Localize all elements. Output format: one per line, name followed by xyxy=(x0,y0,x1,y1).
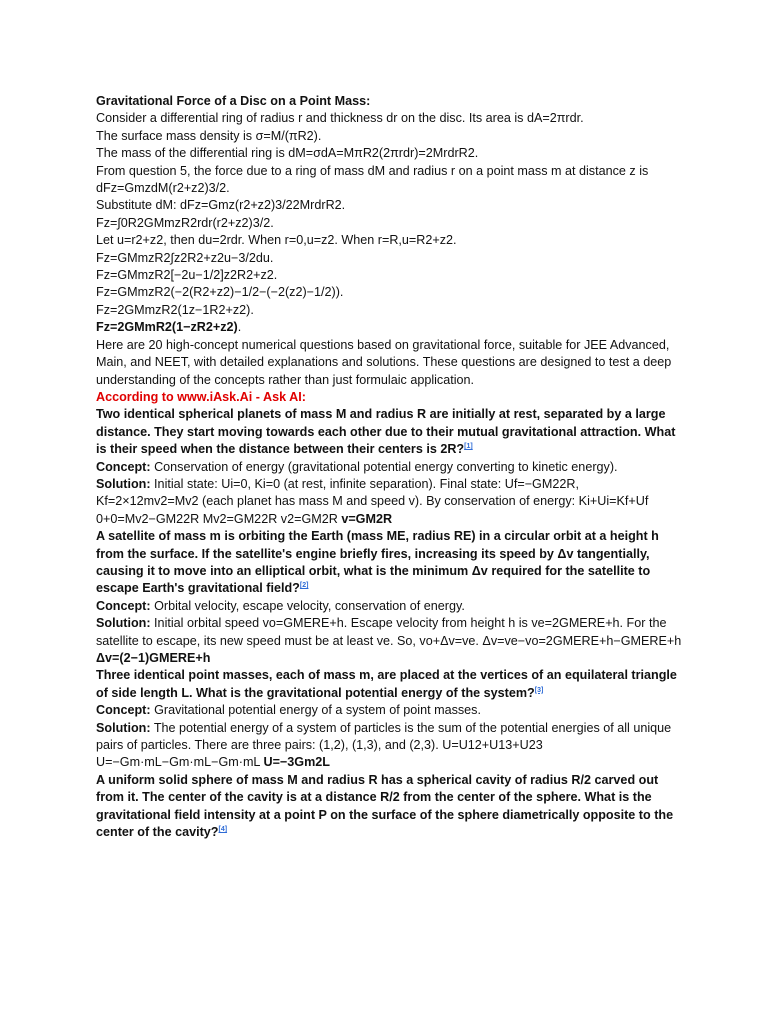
solution-label: Solution: xyxy=(96,476,151,491)
derivation-line: The surface mass density is σ=M/(πR2). xyxy=(96,128,322,143)
derivation-line: The mass of the differential ring is dM=σdA=MπR2(2πrdr)=2MrdrR2. xyxy=(96,146,479,161)
citation-link[interactable]: [3] xyxy=(534,686,544,694)
result-period: . xyxy=(237,320,242,335)
concept-label: Concept: xyxy=(96,598,151,613)
concept-text: Conservation of energy (gravitational potential energy converting to kinetic energy). xyxy=(150,459,618,474)
solution-answer: Δv=(2−1)GMERE+h xyxy=(96,651,211,665)
question-text-body: A satellite of mass m is orbiting the Earth (mass ME, radius RE) in a circular orbit at a height h from the surface. If the satellite's engine briefly fires, increasing its speed by Δv tangentially, causing it to move into an elliptical orbit, what is the minimum Δv required for the satellite to escape Earth's gravitational field? xyxy=(96,529,659,596)
solution-line xyxy=(96,720,682,772)
concept-line xyxy=(96,598,682,615)
derivation-line: Fz=GMmzR2(−2(R2+z2)−1/2−(−2(z2)−1/2)). xyxy=(96,285,344,300)
question-text xyxy=(96,528,682,598)
solution-answer: U=−3Gm2L xyxy=(263,755,330,770)
solution-line xyxy=(96,615,682,667)
derivation-line: Fz=2GMmzR2(1z−1R2+z2). xyxy=(96,302,254,317)
intro-paragraph: Here are 20 high-concept numerical questions based on gravitational force, suitable for JEE Advanced, Main, and NEET, with detailed explanations and solutions. These questions are designed to test a deep understanding of the concepts rather than just formulaic application. xyxy=(96,337,672,387)
derivation-line: Consider a differential ring of radius r and thickness dr on the disc. Its area is dA=2πrdr. xyxy=(96,111,584,126)
solution-text: Initial state: Ui=0, Ki=0 (at rest, infinite separation). Final state: Uf=−GM22R, Kf=2×12mv2=Mv2 (each planet has mass M and speed v). By conservation of energy: Ki+Ui=Kf+Uf 0+0=Mv2−GM22R Mv2=GM22R v2=GM2R xyxy=(96,476,649,526)
derivation-line: Fz=∫0R2GMmzR2rdr(r2+z2)3/2. xyxy=(96,215,274,230)
concept-label: Concept: xyxy=(96,459,151,474)
concept-line xyxy=(96,702,682,719)
question-text-body: Two identical spherical planets of mass M and radius R are initially at rest, separated by a large distance. They start moving towards each other due to their mutual gravitational attraction. What is their speed when the distance between their centers is 2R? xyxy=(96,407,676,457)
citation-link[interactable]: [1] xyxy=(464,442,473,450)
citation-link[interactable]: [4] xyxy=(218,825,228,833)
question-text xyxy=(96,406,682,458)
source-attribution: According to www.iAsk.Ai - Ask AI: xyxy=(96,389,306,404)
question-text-body: Three identical point masses, each of mass m, are placed at the vertices of an equilateral triangle of side length L. What is the gravitational potential energy of the system? xyxy=(96,668,677,700)
solution-text: The potential energy of a system of particles is the sum of the potential energies of all unique pairs of particles. There are three pairs: (1,2), (1,3), and (2,3). U=U12+U13+U23 U=−Gm·mL−Gm·mL−Gm·mL xyxy=(96,720,672,770)
citation-link[interactable]: [2] xyxy=(299,582,309,590)
document-body xyxy=(96,93,682,841)
solution-label: Solution: xyxy=(96,720,151,735)
derivation-line: Fz=GMmzR2[−2u−1/2]z2R2+z2. xyxy=(96,268,278,283)
question-text xyxy=(96,667,682,702)
derivation-line: Let u=r2+z2, then du=2rdr. When r=0,u=z2. When r=R,u=R2+z2. xyxy=(96,233,457,248)
concept-text: Gravitational potential energy of a system of point masses. xyxy=(150,703,481,718)
concept-label: Concept: xyxy=(96,703,151,718)
section-heading: Gravitational Force of a Disc on a Point Mass: xyxy=(96,94,371,108)
derivation-result xyxy=(96,319,682,336)
solution-text: Initial orbital speed vo=GMERE+h. Escape velocity from height h is ve=2GMERE+h. For the satellite to escape, its new speed must be at least ve. So, vo+Δv=ve. Δv=ve−vo=2GMERE+h−GMERE+h xyxy=(96,616,682,648)
concept-text: Orbital velocity, escape velocity, conservation of energy. xyxy=(150,598,465,613)
solution-line xyxy=(96,476,682,528)
solution-label: Solution: xyxy=(96,616,151,631)
derivation-line: From question 5, the force due to a ring of mass dM and radius r on a point mass m at distance z is dFz=GmzdM(r2+z2)3/2. xyxy=(96,163,649,196)
solution-answer: v=GM2R xyxy=(341,511,393,526)
derivation-line: Fz=GMmzR2∫z2R2+z2u−3/2du. xyxy=(96,250,274,265)
question-text xyxy=(96,772,682,842)
question-text-body: A uniform solid sphere of mass M and radius R has a spherical cavity of radius R/2 carved out from it. The center of the cavity is at a distance R/2 from the center of the sphere. What is the gravitational field intensity at a point P on the surface of the sphere diametrically opposite to the center of the cavity? xyxy=(96,772,674,840)
concept-line xyxy=(96,459,682,476)
derivation-line: Substitute dM: dFz=Gmz(r2+z2)3/22MrdrR2. xyxy=(96,198,346,213)
result-formula: Fz=2GMmR2(1−zR2+z2) xyxy=(96,320,238,335)
